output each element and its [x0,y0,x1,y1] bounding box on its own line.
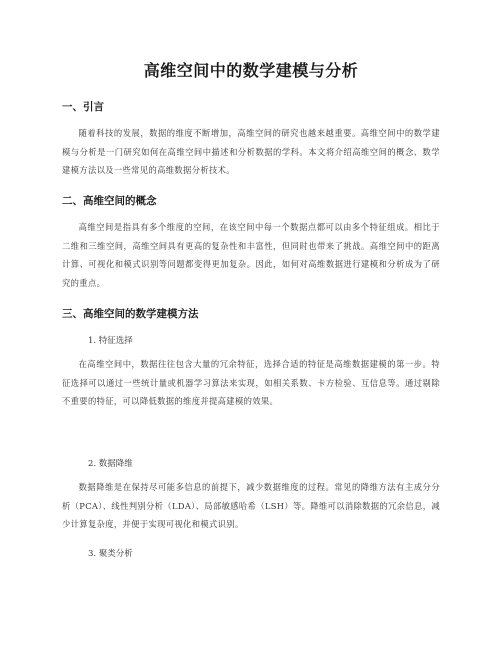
subsection-heading-dimensionality-reduction: 2. 数据降维 [88,459,133,469]
subsection-heading-feature-selection: 1. 特征选择 [88,336,133,346]
subsection-heading-cluster-analysis: 3. 聚类分析 [88,549,133,559]
section-paragraph-concept: 高维空间是指具有多个维度的空间，在该空间中每一个数据点都可以由多个特征组成。相比于二维和三维空间，高维空间具有更高的复杂性和丰富性，但同时也带来了挑战。高维空间中的距离计算、可视化和模式识别等问题都变得更加复杂。因此，如何对高维数据进行建模和分析成为了研究的重点。 [62,222,440,288]
subsection-paragraph-dimensionality-reduction: 数据降维是在保持尽可能多信息的前提下，减少数据维度的过程。常见的降维方法有主成分分析（PCA）、线性判别分析（LDA）、局部敏感哈希（LSH）等。降维可以消除数据的冗余信息，减少计算复杂度，并便于实现可视化和模式识别。 [62,482,440,529]
section-heading-modeling-methods: 三、高维空间的数学建模方法 [62,308,199,320]
section-paragraph-introduction: 随着科技的发展，数据的维度不断增加，高维空间的研究也越来越重要。高维空间中的数学建模与分析是一门研究如何在高维空间中描述和分析数据的学科。本文将介绍高维空间的概念、数学建模方法以及一些常见的高维数据分析技术。 [62,128,440,175]
document-title: 高维空间中的数学建模与分析 [143,61,359,80]
section-heading-concept: 二、高维空间的概念 [62,195,157,207]
section-heading-introduction: 一、引言 [62,101,104,113]
subsection-paragraph-feature-selection: 在高维空间中，数据往往包含大量的冗余特征，选择合适的特征是高维数据建模的第一步。特征选择可以通过一些统计量或机器学习算法来实现，如相关系数、卡方检验、互信息等。通过剔除不重要的特征，可以降低数据的维度并提高建模的效果。 [62,359,440,406]
